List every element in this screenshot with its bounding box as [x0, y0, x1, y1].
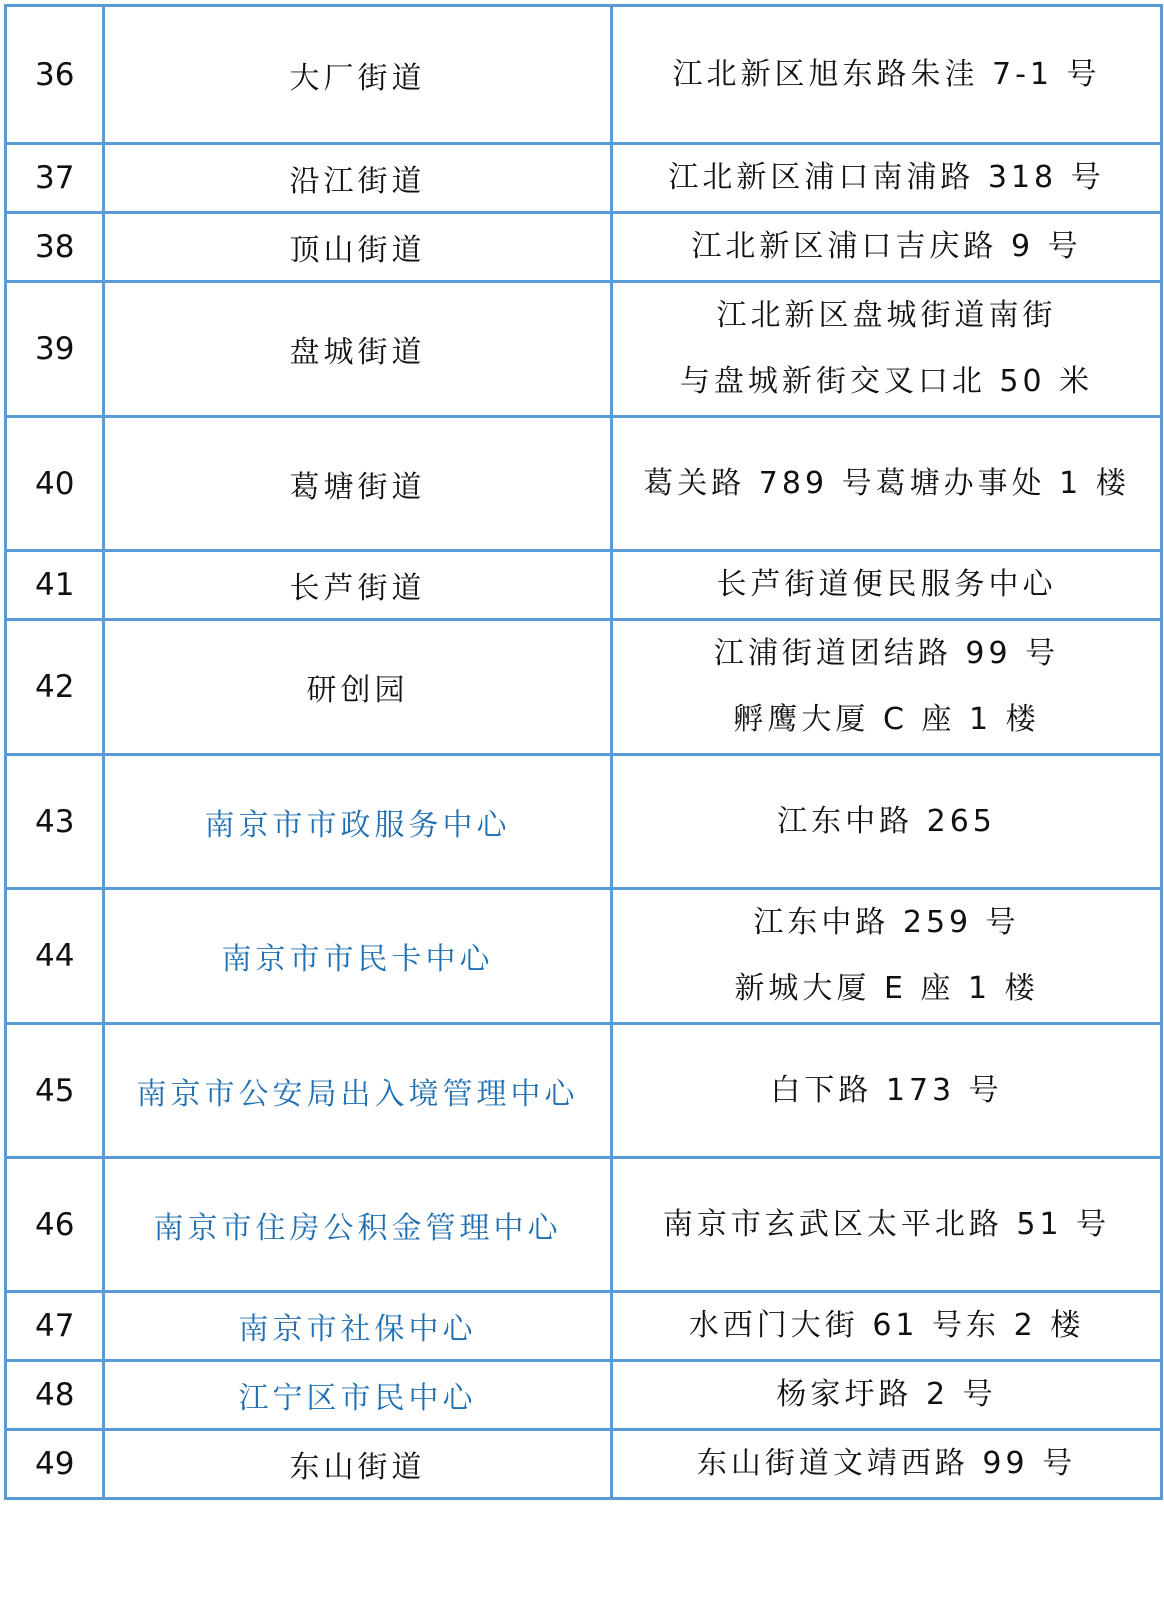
service-point-name: 盘城街道	[104, 282, 612, 417]
address-line: 江北新区盘城街道南街	[716, 298, 1057, 333]
service-point-name: 葛塘街道	[104, 417, 612, 551]
address-line: 南京市玄武区太平北路 51 号	[662, 1206, 1111, 1242]
table-row	[6, 1158, 1162, 1292]
address-line: 江北新区浦口南浦路 318 号	[668, 160, 1105, 195]
address-line: 与盘城新街交叉口北 50 米	[679, 364, 1094, 399]
address-cell	[612, 1361, 1162, 1430]
service-point-name: 沿江街道	[104, 144, 612, 213]
address-line: 杨家圩路 2 号	[776, 1377, 997, 1412]
table-row	[6, 6, 1162, 144]
address-line: 江东中路 259 号	[753, 905, 1020, 940]
service-point-name: 南京市市民卡中心	[104, 889, 612, 1024]
address-cell	[612, 213, 1162, 282]
address-cell	[612, 1024, 1162, 1158]
address-line: 江北新区旭东路朱洼 7-1 号	[672, 56, 1101, 92]
row-number: 40	[6, 417, 104, 551]
table-row	[6, 1361, 1162, 1430]
service-center-table	[4, 4, 1160, 1500]
address-cell	[612, 282, 1162, 417]
address-line: 孵鹰大厦 C 座 1 楼	[733, 702, 1040, 737]
table-row	[6, 1430, 1162, 1499]
address-cell	[612, 144, 1162, 213]
table-row	[6, 213, 1162, 282]
service-point-name: 顶山街道	[104, 213, 612, 282]
row-number: 37	[6, 144, 104, 213]
table-row	[6, 551, 1162, 620]
address-cell	[612, 6, 1162, 144]
service-point-name: 南京市公安局出入境管理中心	[104, 1024, 612, 1158]
address-line: 葛关路 789 号葛塘办事处 1 楼	[643, 465, 1130, 501]
address-cell	[612, 417, 1162, 551]
address-line: 江北新区浦口吉庆路 9 号	[691, 229, 1082, 264]
row-number: 39	[6, 282, 104, 417]
service-point-name: 东山街道	[104, 1430, 612, 1499]
address-line: 长芦街道便民服务中心	[716, 567, 1057, 602]
row-number: 36	[6, 6, 104, 144]
row-number: 48	[6, 1361, 104, 1430]
address-cell	[612, 1158, 1162, 1292]
service-point-name: 南京市市政服务中心	[104, 755, 612, 889]
table-row	[6, 1024, 1162, 1158]
address-cell	[612, 551, 1162, 620]
service-point-name: 长芦街道	[104, 551, 612, 620]
table-row	[6, 282, 1162, 417]
table-row	[6, 620, 1162, 755]
service-point-name: 南京市住房公积金管理中心	[104, 1158, 612, 1292]
address-cell	[612, 1430, 1162, 1499]
table-row	[6, 755, 1162, 889]
row-number: 45	[6, 1024, 104, 1158]
address-cell	[612, 620, 1162, 755]
address-cell	[612, 889, 1162, 1024]
table-row	[6, 889, 1162, 1024]
service-point-name: 大厂街道	[104, 6, 612, 144]
address-line: 白下路 173 号	[770, 1072, 1003, 1108]
address-line: 东山街道文靖西路 99 号	[696, 1446, 1077, 1481]
table-row	[6, 1292, 1162, 1361]
address-cell	[612, 755, 1162, 889]
service-point-name: 江宁区市民中心	[104, 1361, 612, 1430]
address-cell	[612, 1292, 1162, 1361]
address-line: 新城大厦 E 座 1 楼	[734, 971, 1039, 1006]
service-point-name: 研创园	[104, 620, 612, 755]
address-table	[4, 4, 1163, 1500]
row-number: 43	[6, 755, 104, 889]
row-number: 38	[6, 213, 104, 282]
address-line: 江浦街道团结路 99 号	[713, 636, 1060, 671]
row-number: 46	[6, 1158, 104, 1292]
address-line: 水西门大街 61 号东 2 楼	[688, 1308, 1085, 1343]
table-row	[6, 144, 1162, 213]
row-number: 47	[6, 1292, 104, 1361]
row-number: 41	[6, 551, 104, 620]
service-point-name: 南京市社保中心	[104, 1292, 612, 1361]
table-row	[6, 417, 1162, 551]
address-line: 江东中路 265	[777, 803, 996, 839]
row-number: 44	[6, 889, 104, 1024]
row-number: 42	[6, 620, 104, 755]
row-number: 49	[6, 1430, 104, 1499]
